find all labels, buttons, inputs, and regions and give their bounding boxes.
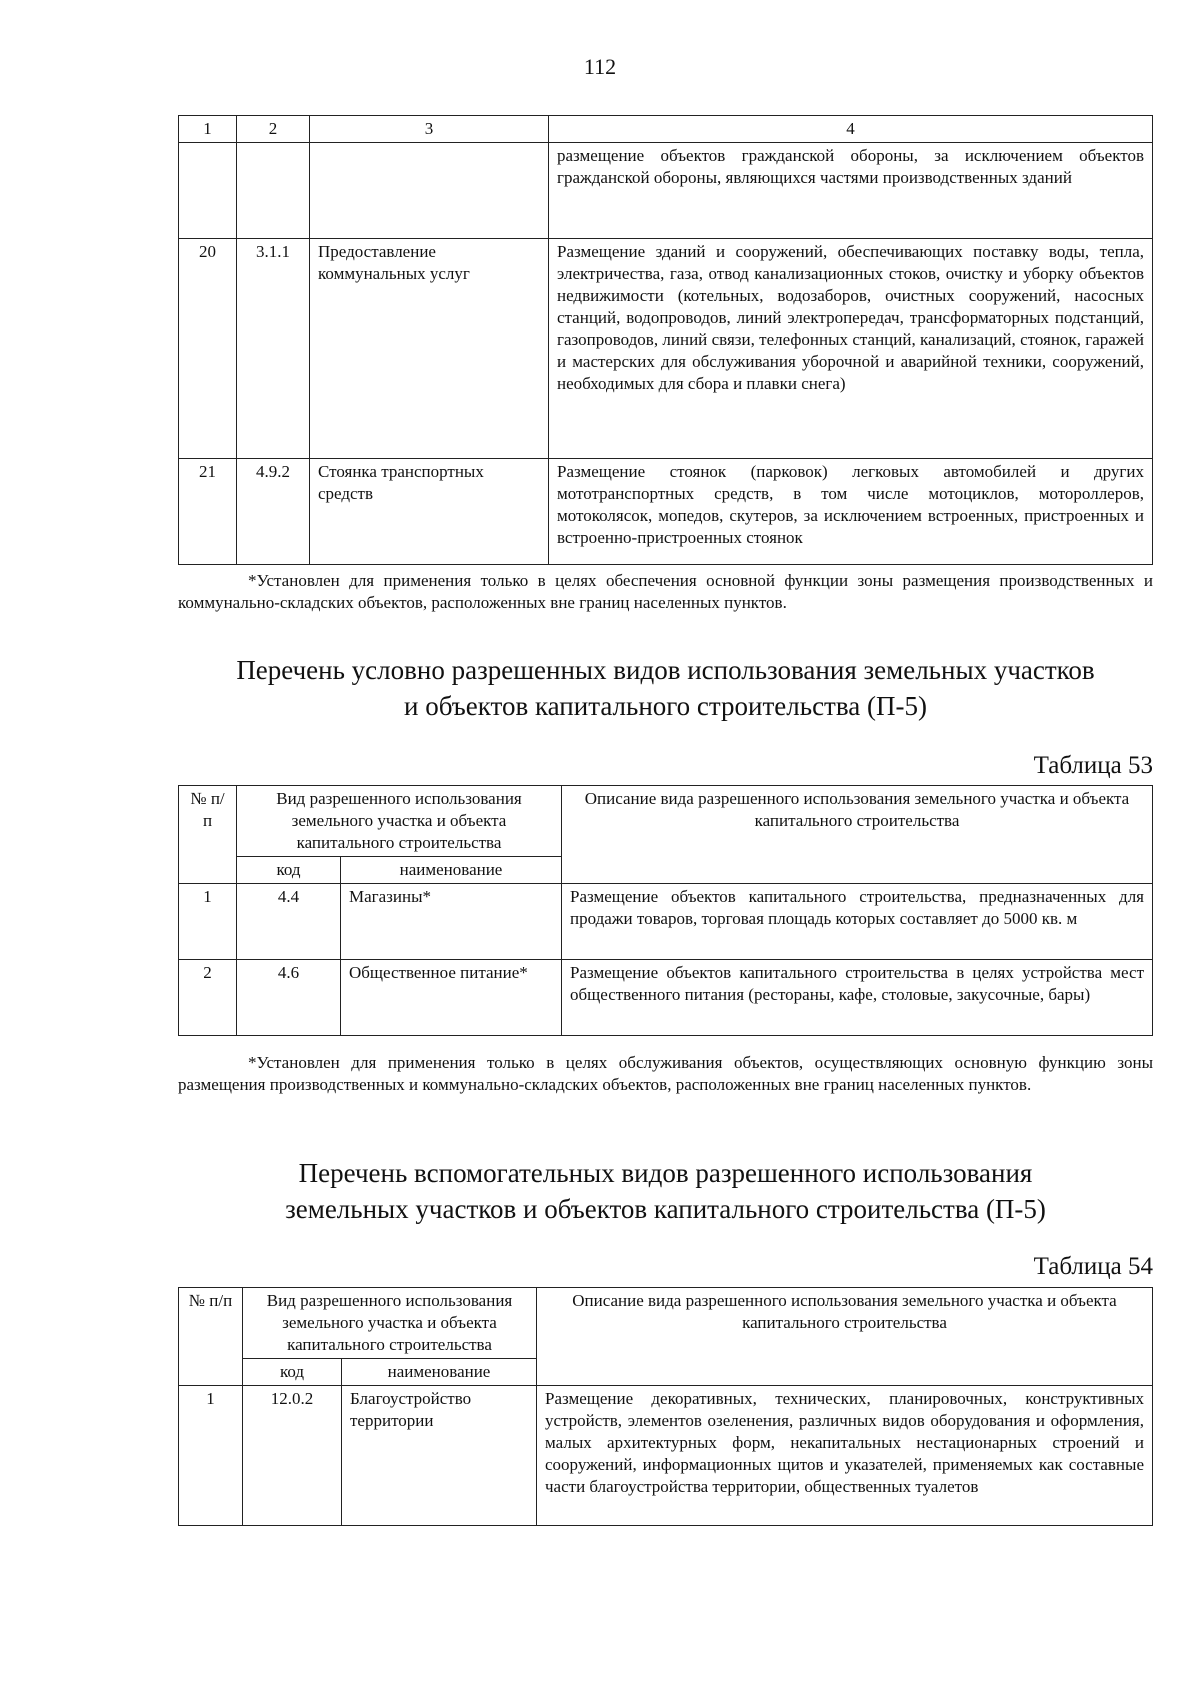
header-cell: 4 <box>549 116 1153 143</box>
row-number: 21 <box>179 459 237 565</box>
row-number: 2 <box>179 960 237 1036</box>
table-header-row <box>179 786 1153 857</box>
footnote-text: *Установлен для применения только в целях обслуживания объектов, осуществляющих основную функцию зоны размещения производственных и коммунально-складских объектов, расположенных вне границ населенных пунктов. <box>178 1053 1153 1094</box>
table-row <box>179 239 1153 459</box>
row-name: Предоставление коммунальных услуг <box>310 239 549 459</box>
header-description: Описание вида разрешенного использования земельного участка и объекта капитального строительства <box>537 1288 1153 1386</box>
table-row <box>179 1386 1153 1526</box>
section-title-line: земельных участков и объектов капитального строительства (П-5) <box>285 1194 1046 1224</box>
footnote-text: *Установлен для применения только в целях обеспечения основной функции зоны размещения производственных и коммунально-складских объектов, расположенных вне границ населенных пунктов. <box>178 571 1153 612</box>
header-cell: 2 <box>237 116 310 143</box>
row-code: 4.9.2 <box>237 459 310 565</box>
row-number: 20 <box>179 239 237 459</box>
header-description: Описание вида разрешенного использования земельного участка и объекта капитального строительства <box>562 786 1153 884</box>
section-title <box>178 1155 1153 1227</box>
row-number: 1 <box>179 884 237 960</box>
table-row <box>179 884 1153 960</box>
row-name: Стоянка транспортных средств <box>310 459 549 565</box>
row-code: 12.0.2 <box>243 1386 342 1526</box>
row-description: Размещение объектов капитального строительства в целях устройства мест общественного питания (рестораны, кафе, столовые, закусочные, бары) <box>562 960 1153 1036</box>
row-name: Общественное питание* <box>341 960 562 1036</box>
row-name <box>310 143 549 239</box>
footnote <box>178 570 1153 614</box>
table-54 <box>178 1287 1153 1526</box>
row-description: размещение объектов гражданской обороны, за исключением объектов гражданской обороны, являющихся частями производственных зданий <box>549 143 1153 239</box>
table-caption: Таблица 53 <box>1033 752 1153 779</box>
table-caption: Таблица 54 <box>1033 1253 1153 1280</box>
header-code: код <box>237 857 341 884</box>
table-header-row <box>179 116 1153 143</box>
section-title <box>178 652 1153 724</box>
row-description: Размещение декоративных, технических, планировочных, конструктивных устройств, элементов озеленения, различных видов оборудования и оформления, малых архитектурных форм, некапитальных нестационарных строений и сооружений, информационных щитов и указателей, применяемых как составные части благоустройства территории, общественных туалетов <box>537 1386 1153 1526</box>
table-row <box>179 143 1153 239</box>
table-53 <box>178 785 1153 1036</box>
section-title-line: Перечень вспомогательных видов разрешенного использования <box>298 1158 1033 1188</box>
row-name: Благоустройство территории <box>342 1386 537 1526</box>
row-code: 3.1.1 <box>237 239 310 459</box>
table-row <box>179 960 1153 1036</box>
row-description: Размещение стоянок (парковок) легковых автомобилей и других мототранспортных средств, в том числе мотоциклов, мотороллеров, мотоколясок, мопедов, скутеров, за исключением встроенных, пристроенных и встроенно-пристроенных стоянок <box>549 459 1153 565</box>
header-name: наименование <box>341 857 562 884</box>
footnote <box>178 1052 1153 1096</box>
header-num: № п/п <box>179 786 237 884</box>
header-cell: 1 <box>179 116 237 143</box>
page-number: 112 <box>583 54 617 79</box>
section-title-line: и объектов капитального строительства (П-5) <box>404 691 927 721</box>
section-title-line: Перечень условно разрешенных видов использования земельных участков <box>236 655 1095 685</box>
row-code <box>237 143 310 239</box>
continued-table <box>178 115 1153 565</box>
row-code: 4.6 <box>237 960 341 1036</box>
header-num: № п/п <box>179 1288 243 1386</box>
table-header-row <box>179 1288 1153 1359</box>
row-name: Магазины* <box>341 884 562 960</box>
row-code: 4.4 <box>237 884 341 960</box>
row-description: Размещение зданий и сооружений, обеспечивающих поставку воды, тепла, электричества, газа, отвод канализационных стоков, очистку и уборку объектов недвижимости (котельных, водозаборов, очистных сооружений, насосных станций, водопроводов, линий электропередач, трансформаторных подстанций, газопроводов, линий связи, телефонных станций, канализаций, стоянок, гаражей и мастерских для обслуживания уборочной и аварийной техники, сооружений, необходимых для сбора и плавки снега) <box>549 239 1153 459</box>
row-number: 1 <box>179 1386 243 1526</box>
header-kind: Вид разрешенного использования земельного участка и объекта капитального строительства <box>243 1288 537 1359</box>
row-number <box>179 143 237 239</box>
header-cell: 3 <box>310 116 549 143</box>
header-name: наименование <box>342 1359 537 1386</box>
header-kind: Вид разрешенного использования земельного участка и объекта капитального строительства <box>237 786 562 857</box>
row-description: Размещение объектов капитального строительства, предназначенных для продажи товаров, торговая площадь которых составляет до 5000 кв. м <box>562 884 1153 960</box>
table-row <box>179 459 1153 565</box>
header-code: код <box>243 1359 342 1386</box>
